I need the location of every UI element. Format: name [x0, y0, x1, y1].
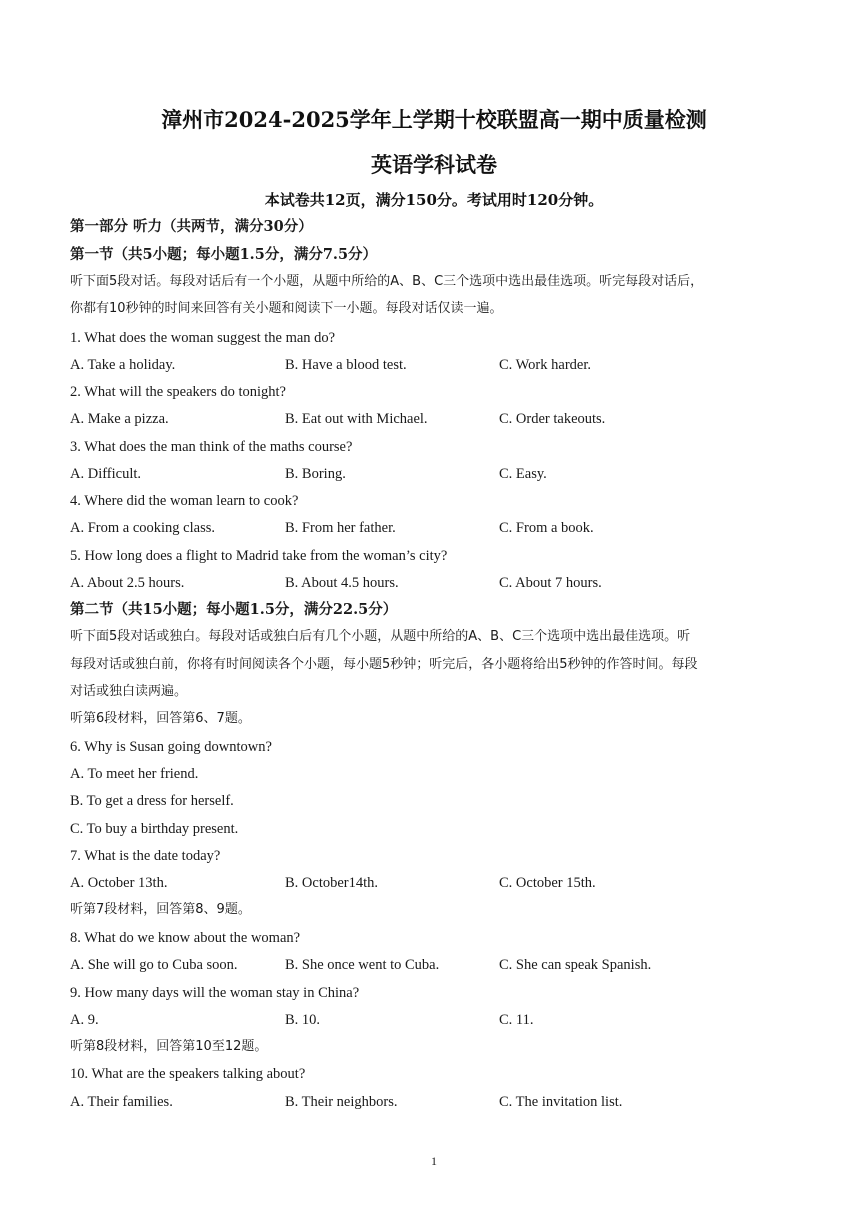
exam-info: 本试卷共12页，满分150分。考试用时120分钟。 [264, 191, 604, 209]
q10-option-b: B. Their neighbors. [285, 1094, 398, 1110]
material-7-note: 听第7段材料，回答第8、9题。 [70, 902, 251, 917]
q8-option-c: C. She can speak Spanish. [499, 957, 652, 973]
section2-instruction-3: 对话或独白读两遍。 [70, 684, 188, 699]
q5-option-a: A. About 2.5 hours. [70, 575, 185, 591]
q7-option-b: B. October14th. [285, 875, 379, 891]
section1-heading: 第一节（共5小题；每小题1.5分，满分7.5分） [70, 246, 378, 263]
q1-option-b: B. Have a blood test. [285, 357, 407, 373]
section1-instruction-1: 听下面5段对话。每段对话后有一个小题，从题中所给的A、B、C三个选项中选出最佳选项。听完每段对话后， [70, 274, 704, 289]
q2-option-c: C. Order takeouts. [499, 411, 606, 427]
material-6-note: 听第6段材料，回答第6、7题。 [70, 711, 251, 726]
question-2: 2. What will the speakers do tonight? [70, 384, 286, 400]
question-9: 9. How many days will the woman stay in China? [70, 985, 360, 1001]
q7-option-a: A. October 13th. [70, 875, 168, 891]
q3-option-a: A. Difficult. [70, 466, 142, 482]
question-7: 7. What is the date today? [70, 848, 221, 864]
q2-option-b: B. Eat out with Michael. [285, 411, 428, 427]
q6-option-b: B. To get a dress for herself. [70, 793, 234, 809]
question-5: 5. How long does a flight to Madrid take from the woman’s city? [70, 548, 448, 564]
section1-instruction-2: 你都有10秒钟的时间来回答有关小题和阅读下一小题。每段对话仅读一遍。 [70, 301, 503, 316]
q10-option-a: A. Their families. [70, 1094, 173, 1110]
q4-option-a: A. From a cooking class. [70, 520, 215, 536]
q9-option-c: C. 11. [499, 1012, 534, 1028]
section2-instruction-2: 每段对话或独白前，你将有时间阅读各个小题，每小题5秒钟；听完后，各小题将给出5秒钟的作答时间。每段 [70, 657, 698, 672]
q7-option-c: C. October 15th. [499, 875, 596, 891]
exam-title: 漳州市2024-2025学年上学期十校联盟高一期中质量检测 [161, 107, 707, 132]
q9-option-b: B. 10. [285, 1012, 321, 1028]
question-1: 1. What does the woman suggest the man do? [70, 330, 336, 346]
q4-option-c: C. From a book. [499, 520, 594, 536]
q6-option-c: C. To buy a birthday present. [70, 821, 239, 837]
q8-option-a: A. She will go to Cuba soon. [70, 957, 238, 973]
question-3: 3. What does the man think of the maths course? [70, 439, 353, 455]
question-6: 6. Why is Susan going downtown? [70, 739, 272, 755]
question-8: 8. What do we know about the woman? [70, 930, 301, 946]
question-10: 10. What are the speakers talking about? [70, 1066, 306, 1082]
q4-option-b: B. From her father. [285, 520, 396, 536]
section2-instruction-1: 听下面5段对话或独白。每段对话或独白后有几个小题，从题中所给的A、B、C三个选项中选出最佳选项。听 [70, 629, 691, 644]
q1-option-a: A. Take a holiday. [70, 357, 176, 373]
part1-heading: 第一部分 听力（共两节，满分30分） [70, 218, 313, 235]
q6-option-a: A. To meet her friend. [70, 766, 199, 782]
q3-option-c: C. Easy. [499, 466, 547, 482]
material-8-note: 听第8段材料，回答第10至12题。 [70, 1039, 268, 1054]
q9-option-a: A. 9. [70, 1012, 99, 1028]
page-number: 1 [431, 1154, 437, 1168]
q10-option-c: C. The invitation list. [499, 1094, 623, 1110]
question-4: 4. Where did the woman learn to cook? [70, 493, 299, 509]
q1-option-c: C. Work harder. [499, 357, 591, 373]
q5-option-c: C. About 7 hours. [499, 575, 602, 591]
q5-option-b: B. About 4.5 hours. [285, 575, 399, 591]
q2-option-a: A. Make a pizza. [70, 411, 169, 427]
exam-subtitle: 英语学科试卷 [371, 152, 497, 177]
section2-heading: 第二节（共15小题；每小题1.5分，满分22.5分） [70, 601, 398, 618]
q3-option-b: B. Boring. [285, 466, 346, 482]
q8-option-b: B. She once went to Cuba. [285, 957, 440, 973]
